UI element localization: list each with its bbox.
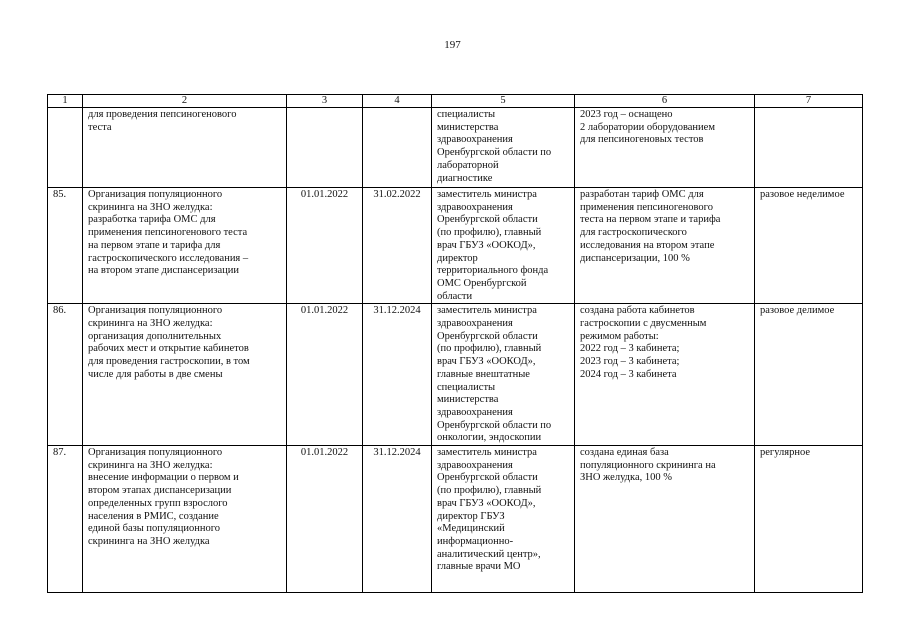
- start-date-cell: 01.01.2022: [287, 446, 363, 593]
- table-row: [48, 188, 863, 304]
- end-date-cell: [363, 108, 432, 188]
- table-header-row: [48, 95, 863, 108]
- table-row-continuation: [48, 108, 863, 188]
- row-number-cell: 87.: [48, 446, 83, 593]
- start-date-cell: 01.01.2022: [287, 304, 363, 446]
- table-row: [48, 446, 863, 593]
- header-cell-5: 5: [432, 95, 575, 108]
- header-cell-2: 2: [83, 95, 287, 108]
- type-cell: регулярное: [755, 446, 863, 593]
- end-date-cell: 31.12.2024: [363, 304, 432, 446]
- header-cell-6: 6: [575, 95, 755, 108]
- result-cell: 2023 год – оснащено 2 лаборатории оборудованием для пепсиногеновых тестов: [575, 108, 755, 188]
- header-cell-1: 1: [48, 95, 83, 108]
- result-cell: создана работа кабинетов гастроскопии с двусменным режимом работы: 2022 год – 3 кабинета; 2023 год – 3 кабинета; 2024 год – 3 кабинета: [575, 304, 755, 446]
- header-cell-3: 3: [287, 95, 363, 108]
- header-cell-7: 7: [755, 95, 863, 108]
- type-cell: разовое неделимое: [755, 188, 863, 304]
- event-cell: Организация популяционного скрининга на ЗНО желудка: организация дополнительных рабочих мест и открытие кабинетов для проведения гастроскопии, в том числе для работы в две смены: [83, 304, 287, 446]
- responsible-cell: заместитель министра здравоохранения Оренбургской области (по профилю), главный врач ГБУЗ «ООКОД», главные внештатные специалисты министерства здравоохранения Оренбургской области по онкологии, эндоскопии: [432, 304, 575, 446]
- result-cell: разработан тариф ОМС для применения пепсиногенового теста на первом этапе и тарифа для гастроскопического исследования на втором этапе диспансеризации, 100 %: [575, 188, 755, 304]
- row-number-cell: 85.: [48, 188, 83, 304]
- responsible-cell: заместитель министра здравоохранения Оренбургской области (по профилю), главный врач ГБУЗ «ООКОД», директор территориального фонда ОМС Оренбургской области: [432, 188, 575, 304]
- page-number: 197: [444, 39, 461, 51]
- responsible-cell: специалисты министерства здравоохранения Оренбургской области по лабораторной диагностике: [432, 108, 575, 188]
- responsible-cell: заместитель министра здравоохранения Оренбургской области (по профилю), главный врач ГБУЗ «ООКОД», директор ГБУЗ «Медицинский информационно- аналитический центр», главные врачи МО: [432, 446, 575, 593]
- end-date-cell: 31.12.2024: [363, 446, 432, 593]
- header-cell-4: 4: [363, 95, 432, 108]
- start-date-cell: [287, 108, 363, 188]
- result-cell: создана единая база популяционного скрининга на ЗНО желудка, 100 %: [575, 446, 755, 593]
- start-date-cell: 01.01.2022: [287, 188, 363, 304]
- event-cell: для проведения пепсиногенового теста: [83, 108, 287, 188]
- type-cell: [755, 108, 863, 188]
- event-cell: Организация популяционного скрининга на ЗНО желудка: разработка тарифа ОМС для применения пепсиногенового теста на первом этапе и тарифа для гастроскопического исследования – на втором этапе диспансеризации: [83, 188, 287, 304]
- row-number-cell: 86.: [48, 304, 83, 446]
- measures-table: [47, 94, 863, 593]
- event-cell: Организация популяционного скрининга на ЗНО желудка: внесение информации о первом и втором этапах диспансеризации определенных групп взрослого населения в РМИС, создание единой базы популяционного скрининга на ЗНО желудка: [83, 446, 287, 593]
- row-number-cell: [48, 108, 83, 188]
- end-date-cell: 31.02.2022: [363, 188, 432, 304]
- table-row: [48, 304, 863, 446]
- type-cell: разовое делимое: [755, 304, 863, 446]
